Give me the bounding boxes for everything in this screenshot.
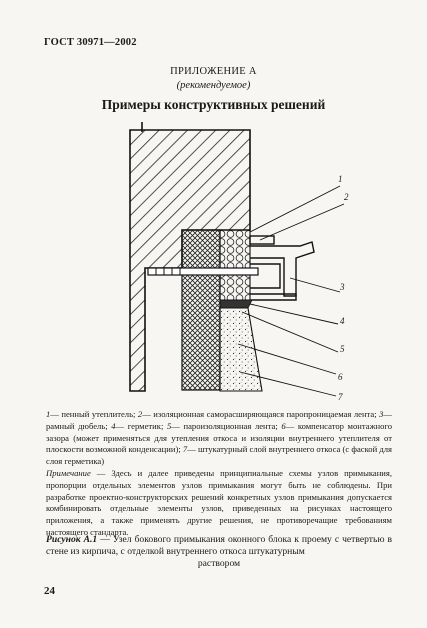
legend-text: — рамный дюбель; [46, 409, 392, 431]
figure-caption-last-line: раствором [197, 558, 241, 570]
note-paragraph [46, 468, 392, 539]
expanding-tape [220, 230, 250, 300]
appendix-subtitle: (рекомендуемое) [176, 80, 251, 91]
callout-7: 7 [338, 392, 343, 402]
callout-3: 3 [340, 282, 345, 292]
callout-2: 2 [344, 192, 349, 202]
document-header: ГОСТ 30971—2002 [44, 37, 137, 48]
callout-5: 5 [340, 344, 345, 354]
legend-num: 6 [281, 420, 286, 431]
legend-text: — компенсатор монтажного зазора (может применяться для утепления откоса и изоляции внутреннего утеплителя от плоскости возможной конденсации); [46, 420, 393, 455]
page-number: 24 [44, 585, 55, 597]
appendix-title: ПРИЛОЖЕНИЕ А [170, 66, 257, 77]
sealant [220, 300, 252, 308]
figure-caption [46, 534, 392, 571]
legend-text: — пенный утеплитель; [50, 409, 138, 419]
figure-label: Рисунок А.1 [46, 534, 98, 545]
legend-text: — герметик; [115, 420, 167, 431]
section-title: Примеры конструктивных решений [101, 97, 326, 112]
callout-6: 6 [338, 372, 343, 382]
callout-4: 4 [340, 316, 345, 326]
figure-legend [46, 409, 392, 468]
legend-text: — пароизоляционная лента; [171, 420, 282, 431]
legend-num: 4 [111, 420, 116, 431]
legend-text: — изоляционная саморасширяющаяся паропроницаемая лента; [142, 409, 380, 419]
callout-1: 1 [338, 174, 343, 184]
frame-dowel [148, 268, 258, 275]
window-frame [250, 236, 314, 300]
legend-num: 7 [182, 444, 188, 455]
figure-caption-text: — Узел бокового примыкания оконного блока к проему с четвертью в стене из кирпича, с отделкой внутреннего откоса штукатурным [46, 534, 393, 558]
legend-num: 2 [137, 409, 143, 419]
legend-num: 3 [379, 409, 384, 419]
note-text: — Здесь и далее приведены принципиальные схемы узлов примыкания, пропорции отдельных элементов узлов примыкания могут быть не соблюдены. При разработке проектно-конструкторских решений конкретных узлов примыкания допускается комбинировать отдельные элементы узлов, приведенных на рисунках настоящего приложения, а также применять другие решения, не противоречащие требованиям настоящего стандарта. [46, 468, 392, 537]
legend-text: — штукатурный слой внутреннего откоса (с фаской для слоя герметика) [46, 444, 392, 467]
legend-num: 1 [46, 409, 51, 419]
construction-drawing [100, 118, 370, 408]
foam-insulation [182, 230, 220, 390]
legend-num: 5 [166, 420, 172, 431]
note-label: Примечание [46, 468, 91, 478]
